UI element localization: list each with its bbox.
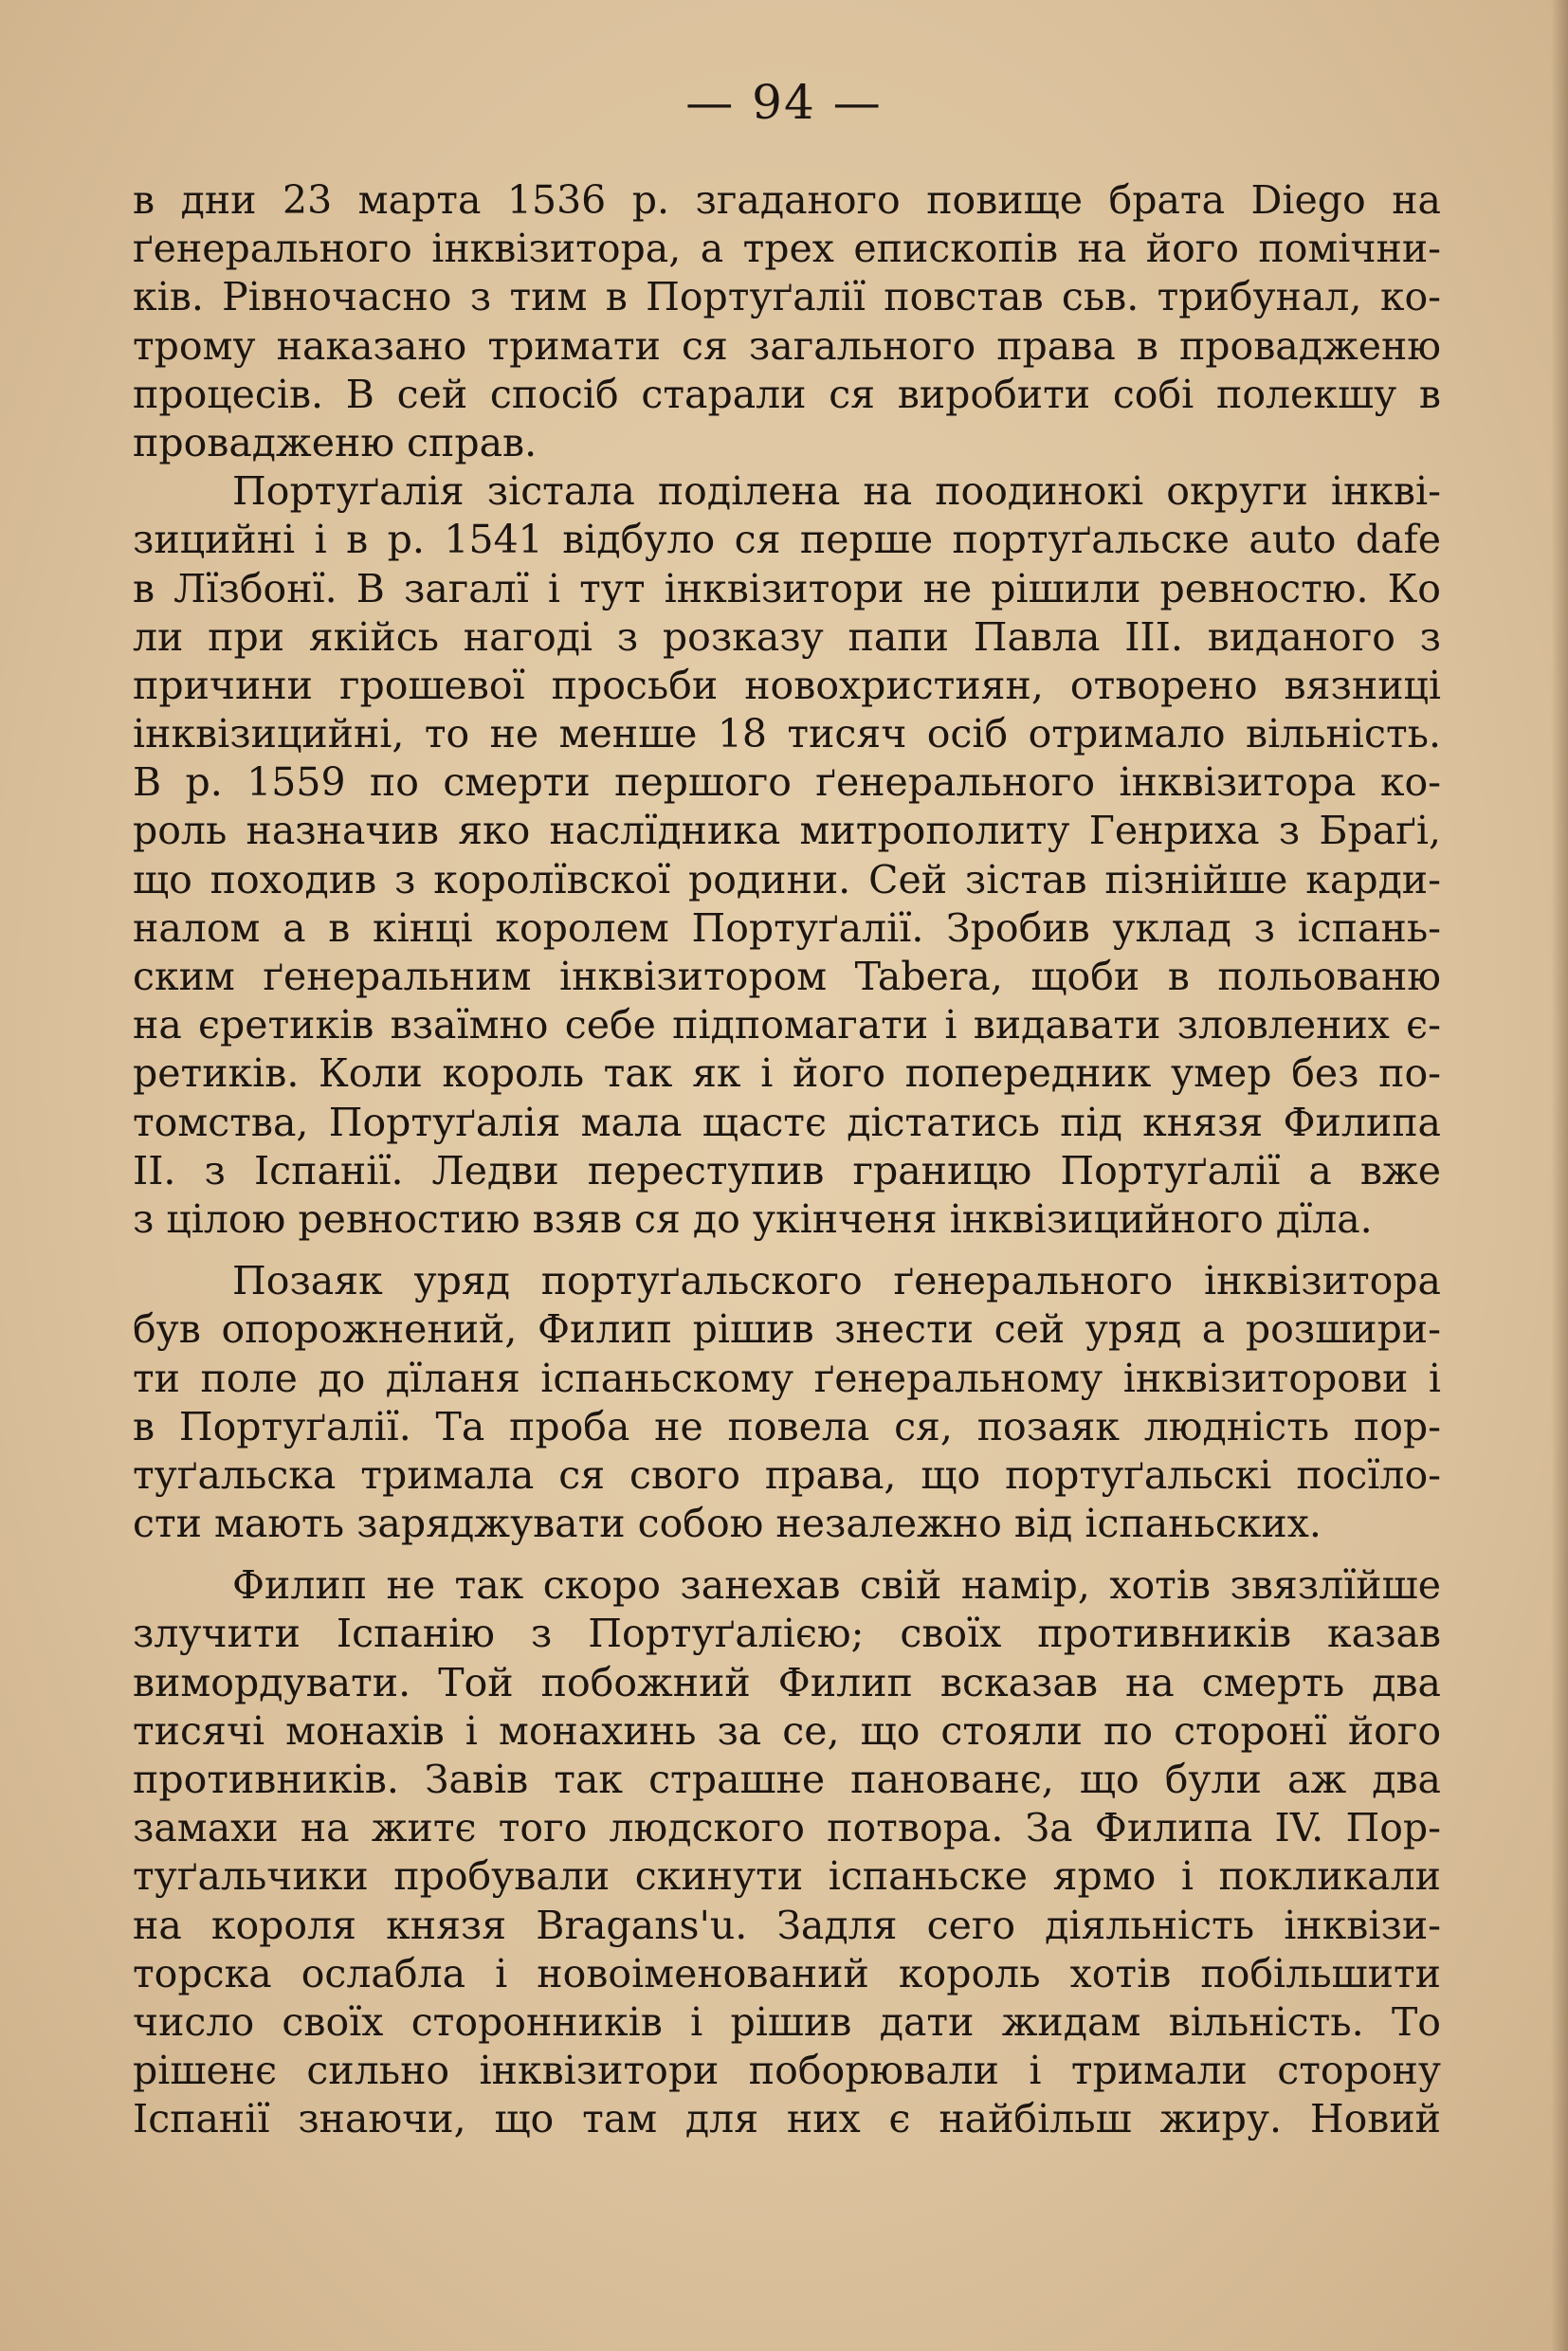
text-line: на короля князя Bragans'u. Задля сего діяльність інквізи- [133,1902,1441,1948]
text-line: зицийні і в р. 1541 відбуло ся перше портуґальске auto dafe [133,517,1441,563]
text-line: трому наказано тримати ся загального права в провадженю [133,322,1441,369]
text-line: був опорожнений, Филип рішив знести сей уряд а розшири- [133,1306,1441,1353]
text-line: в дни 23 марта 1536 р. згаданого повище брата Diego на [133,177,1441,223]
page-edge-shadow [1551,0,1568,2351]
text-line: противників. Завів так страшне панованє, що були аж два [133,1757,1441,1802]
text-line: ти поле до дїланя іспаньскому ґенеральному інквізиторови і [133,1355,1441,1401]
paragraph-3 [133,1257,1441,1548]
text-line: роль назначив яко наслїдника митрополиту Генриха з Браґі, [133,808,1441,854]
text-line: ретиків. Коли король так як і його попередник умер без по- [133,1050,1441,1097]
text-line: тисячі монахів і монахинь за се, що стояли по сторонї його [133,1707,1441,1754]
text-line: інквізицийні, то не менше 18 тисяч осіб отримало вільність. [133,711,1441,757]
text-line: Портуґалія зістала поділена на поодинокі округи інкві- [232,468,1441,515]
paragraph-1 [133,176,1441,467]
text-line: ским ґенеральним інквізитором Tabera, щоби в польованю [133,954,1441,999]
text-line: налом а в кінці королем Портуґалії. Зробив уклад з іспань- [133,904,1441,951]
text-line: в Портуґалії. Та проба не повела ся, позаяк людність пор- [133,1403,1441,1449]
paragraph-2 [133,467,1441,1244]
text-line: замахи на житє того людского потвора. За Филипа IV. Пор- [133,1805,1441,1851]
text-line: Филип не так скоро занехав свій намір, хотів звязлїйше [232,1562,1441,1609]
text-line: що походив з королївскої родини. Сей зістав пізнійше карди- [133,856,1441,902]
text-line: в Лїзбонї. В загалї і тут інквізитори не рішили ревностю. Ко [133,565,1441,611]
paragraph-spacer [133,1244,1441,1257]
text-line: число своїх сторонників і рішив дати жидам вільність. То [133,1998,1441,2045]
text-line: вимордувати. Той побожний Филип всказав на смерть два [133,1659,1441,1705]
text-line: процесів. В сей спосіб старали ся виробити собі полекшу в [133,371,1441,417]
paragraph-spacer [133,1548,1441,1561]
text-line: провадженю справ. [133,419,538,465]
text-line: туґальска тримала ся свого права, що портуґальскі посїло- [133,1451,1441,1498]
text-line: ків. Рівночасно з тим в Портуґалії повстав сьв. трибунал, ко- [133,274,1441,320]
text-line: В р. 1559 по смерти першого ґенерального інквізитора ко- [133,759,1441,806]
text-line: злучити Іспанію з Портуґалією; своїх противників казав [133,1611,1441,1657]
body-text [133,176,1441,2144]
page-number: — 94 — [685,75,883,130]
text-line: торска ослабла і новоіменований король хотів побільшити [133,1950,1441,1996]
paragraph-4 [133,1561,1441,2143]
text-line: з цілою ревностию взяв ся до укінченя інквізицийного дїла. [133,1195,1373,1242]
text-line: причини грошевої просьби новохристиян, отворено вязниці [133,662,1441,708]
text-line: ґенерального інквізитора, а трех епископів на його помічни- [133,226,1441,272]
text-line: II. з Іспанії. Ледви переступив границю Портуґалії а вже [133,1147,1441,1194]
text-line: рішенє сильно інквізитори поборювали і тримали сторону [133,2048,1441,2094]
text-line: ли при якійсь нагоді з розказу папи Павла III. виданого з [133,613,1441,660]
text-line: туґальчики пробували скинути іспаньске ярмо і покликали [133,1853,1441,1900]
text-line: сти мають заряджувати собою незалежно від іспаньских. [133,1501,1322,1547]
text-line: томства, Портуґалія мала щастє дістатись під князя Филипа [133,1099,1441,1145]
text-line: на єретиків взаїмно себе підпомагати і видавати зловлених є- [133,1002,1441,1048]
text-line: Позаяк уряд портуґальского ґенерального інквізитора [232,1258,1441,1304]
text-line: Іспанії знаючи, що там для них є найбільш жиру. Новий [133,2096,1441,2142]
